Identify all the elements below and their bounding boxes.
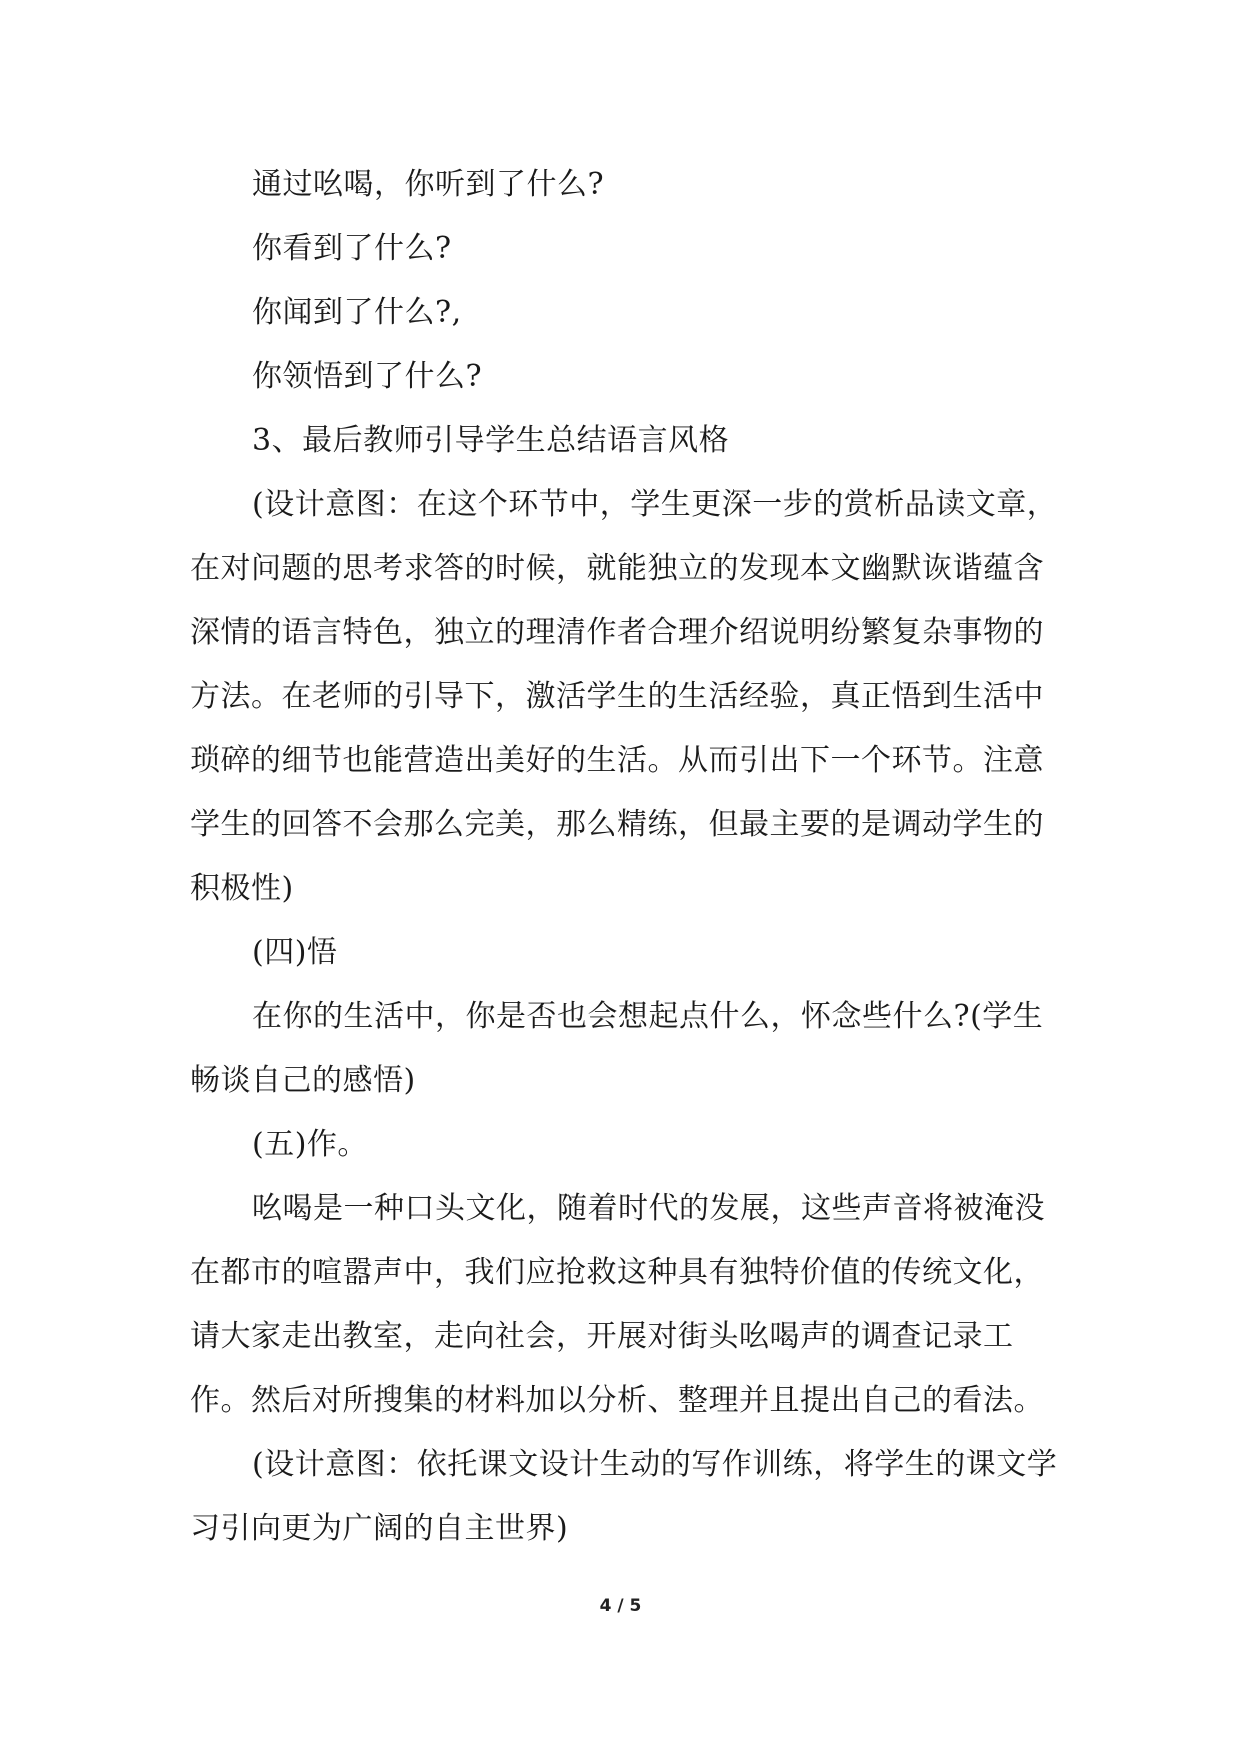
design-intent-paragraph: (设计意图：依托课文设计生动的写作训练，将学生的课文学习引向更为广阔的自主世界)	[190, 1447, 1058, 1546]
page-number: 4 / 5	[599, 1596, 642, 1616]
paragraph: 你领悟到了什么?	[252, 359, 483, 394]
paragraph: 通过吆喝，你听到了什么?	[252, 167, 605, 202]
paragraph: 吆喝是一种口头文化，随着时代的发展，这些声音将被淹没在都市的喧嚣声中，我们应抢救这种具有独特价值的传统文化，请大家走出教室，走向社会，开展对街头吆喝声的调查记录工作。然后对所搜集的材料加以分析、整理并且提出自己的看法。	[190, 1191, 1045, 1418]
design-intent-paragraph: (设计意图：在这个环节中，学生更深一步的赏析品读文章，在对问题的思考求答的时候，就能独立的发现本文幽默诙谐蕴含深情的语言特色，独立的理清作者合理介绍说明纷繁复杂事物的方法。在老师的引导下，激活学生的生活经验，真正悟到生活中琐碎的细节也能营造出美好的生活。从而引出下一个环节。注意学生的回答不会那么完美，那么精练，但最主要的是调动学生的积极性)	[190, 487, 1058, 906]
paragraph: 你看到了什么?	[252, 231, 452, 266]
paragraph: 在你的生活中，你是否也会想起点什么，怀念些什么?(学生畅谈自己的感悟)	[190, 999, 1044, 1098]
section-step-heading: 3、最后教师引导学生总结语言风格	[252, 423, 730, 458]
section-heading-wu: (四)悟	[252, 935, 338, 970]
document-body	[190, 153, 1060, 1561]
paragraph: 你闻到了什么?,	[252, 295, 462, 330]
section-heading-zuo: (五)作。	[252, 1127, 368, 1162]
